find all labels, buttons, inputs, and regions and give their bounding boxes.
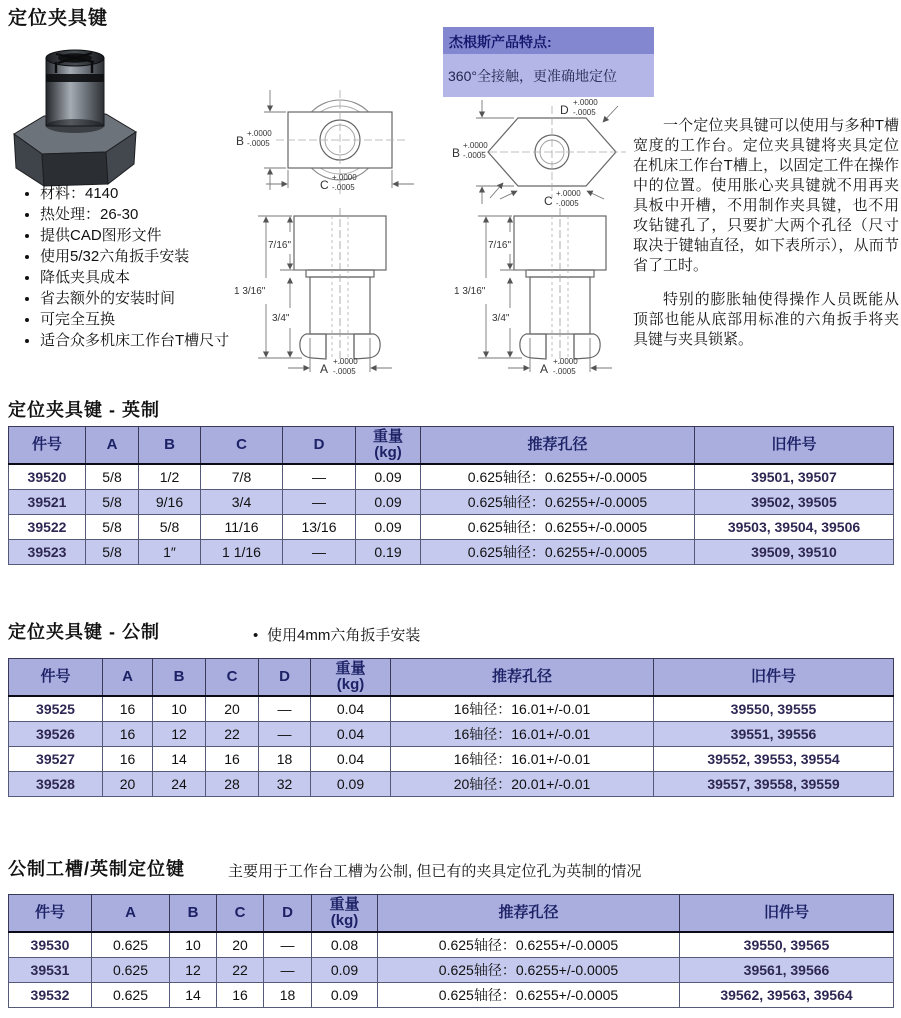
col-recommended-bore: 推荐孔径 xyxy=(378,895,680,933)
page-title: 定位夹具键 xyxy=(8,8,109,29)
col-d: D xyxy=(283,427,356,465)
dim-height-upper: 7/16" xyxy=(268,240,292,251)
table-cell: 0.625轴径：0.6255+/-0.0005 xyxy=(421,540,695,565)
tolerance-minus: -.0005 xyxy=(553,367,576,376)
hex-key-top-view xyxy=(452,98,626,208)
weight-label: 重量 xyxy=(372,428,403,445)
col-a: A xyxy=(86,427,139,465)
col-old-part-number: 旧件号 xyxy=(654,659,894,697)
table-row xyxy=(9,515,894,540)
table-cell: 16 xyxy=(103,696,153,722)
table-cell: 0.625轴径：0.6255+/-0.0005 xyxy=(421,515,695,540)
product-highlight-box xyxy=(443,27,654,97)
product-photo xyxy=(8,28,146,188)
table-cell: 0.625 xyxy=(92,932,170,958)
table-cell: 0.04 xyxy=(311,696,391,722)
table-row xyxy=(9,983,894,1008)
table-row xyxy=(9,696,894,722)
table-cell: 3/4 xyxy=(201,490,283,515)
col-weight xyxy=(312,895,378,933)
table-cell: 5/8 xyxy=(86,464,139,490)
weight-unit: (kg) xyxy=(330,912,359,929)
table-cell: 20 xyxy=(206,696,259,722)
dim-height-total: 1 3/16" xyxy=(454,286,486,297)
col-a: A xyxy=(103,659,153,697)
table-cell: 39550, 39555 xyxy=(654,696,894,722)
tolerance-minus: -.0005 xyxy=(247,139,270,148)
table-cell: 5/8 xyxy=(86,540,139,565)
dim-label-c: C xyxy=(544,194,553,208)
bullet-dot: • xyxy=(253,627,259,644)
table-cell: 5/8 xyxy=(86,490,139,515)
section-title-metric: 定位夹具键 - 公制 xyxy=(8,622,160,642)
col-part-number: 件号 xyxy=(9,427,86,465)
table-cell: 1/2 xyxy=(139,464,201,490)
round-key-top-view xyxy=(236,90,414,194)
table-row xyxy=(9,464,894,490)
table-cell: 0.625轴径：0.6255+/-0.0005 xyxy=(421,490,695,515)
table-cell: 20 xyxy=(103,772,153,797)
table-cell: 0.625轴径：0.6255+/-0.0005 xyxy=(421,464,695,490)
col-recommended-bore: 推荐孔径 xyxy=(421,427,695,465)
table-cell: 0.09 xyxy=(312,958,378,983)
table-row xyxy=(9,722,894,747)
table-cell: 39531 xyxy=(9,958,92,983)
collet-groove-ring xyxy=(46,74,104,82)
table-cell: 14 xyxy=(170,983,217,1008)
table-cell: 32 xyxy=(259,772,311,797)
table-row xyxy=(9,932,894,958)
bullet-item: • 适合众多机床工作台T槽尺寸 xyxy=(40,330,272,351)
table-row xyxy=(9,958,894,983)
tolerance-minus: -.0005 xyxy=(332,183,355,192)
table-cell: 16 xyxy=(217,983,264,1008)
tolerance-minus: -.0005 xyxy=(463,151,486,160)
table-cell: 0.625轴径：0.6255+/-0.0005 xyxy=(378,932,680,958)
table-cell: 11/16 xyxy=(201,515,283,540)
bullet-item: • 使用5/32六角扳手安装 xyxy=(40,246,272,267)
collet-base-shadow xyxy=(46,119,104,133)
table-cell: 22 xyxy=(206,722,259,747)
dim-label-c: C xyxy=(320,178,329,192)
inch-table-body xyxy=(9,464,894,565)
col-c: C xyxy=(217,895,264,933)
technical-drawing-round-key xyxy=(232,84,447,384)
table-cell: 1 1/16 xyxy=(201,540,283,565)
tolerance-plus: +.0000 xyxy=(463,141,488,150)
dim-label-a: A xyxy=(540,362,549,376)
col-c: C xyxy=(201,427,283,465)
dim-label-a: A xyxy=(320,362,329,376)
col-recommended-bore: 推荐孔径 xyxy=(391,659,654,697)
table-cell: 39530 xyxy=(9,932,92,958)
bullet-item: • 省去额外的安装时间 xyxy=(40,288,272,309)
tolerance-plus: +.0000 xyxy=(332,173,357,182)
table-cell: 16 xyxy=(103,747,153,772)
table-cell: 9/16 xyxy=(139,490,201,515)
table-cell: 0.08 xyxy=(312,932,378,958)
table-header-row xyxy=(9,659,894,697)
tolerance-plus: +.0000 xyxy=(556,189,581,198)
table-cell: 39520 xyxy=(9,464,86,490)
table-cell: 0.09 xyxy=(356,515,421,540)
table-cell: 39532 xyxy=(9,983,92,1008)
bullet-item: • 降低夹具成本 xyxy=(40,267,272,288)
col-b: B xyxy=(170,895,217,933)
col-d: D xyxy=(264,895,312,933)
table-row xyxy=(9,540,894,565)
col-part-number: 件号 xyxy=(9,659,103,697)
table-cell: 12 xyxy=(170,958,217,983)
bullet-item: • 可完全互换 xyxy=(40,309,272,330)
dim-label-b: B xyxy=(236,134,245,148)
description-paragraph-1: 一个定位夹具键可以使用与多种T槽宽度的工作台。定位夹具键将夹具定位在机床工作台T槽上，以固定工件在操作中的位置。使用胀心夹具键就不用再夹具板中开槽，不用制作夹具键，也不用攻钻键孔了，只要扩大两个孔径（尺寸取决于键轴直径，如下表所示），从而节省了工时。 xyxy=(633,117,899,274)
table-row xyxy=(9,490,894,515)
table-cell: 0.09 xyxy=(356,490,421,515)
inch-table xyxy=(8,426,894,565)
dim-label-b: B xyxy=(452,146,461,160)
table-cell: 0.04 xyxy=(311,747,391,772)
metric-slot-table-body xyxy=(9,932,894,1008)
table-cell: — xyxy=(283,464,356,490)
table-cell: 39528 xyxy=(9,772,103,797)
tolerance-plus: +.0000 xyxy=(553,357,578,366)
table-cell: 10 xyxy=(170,932,217,958)
col-weight xyxy=(311,659,391,697)
table-cell: 39552, 39553, 39554 xyxy=(654,747,894,772)
col-d: D xyxy=(259,659,311,697)
table-cell: 20 xyxy=(217,932,264,958)
base-front-face xyxy=(42,152,108,186)
highlight-header: 杰根斯产品特点: xyxy=(443,27,654,54)
table-cell: 12 xyxy=(153,722,206,747)
table-row xyxy=(9,772,894,797)
table-cell: 16 xyxy=(206,747,259,772)
table-cell: 0.625轴径：0.6255+/-0.0005 xyxy=(378,958,680,983)
hex-key-side-view xyxy=(454,208,612,376)
bullet-item: • 热处理：26-30 xyxy=(40,204,272,225)
table-cell: 39562, 39563, 39564 xyxy=(680,983,894,1008)
table-cell: 39501, 39507 xyxy=(695,464,894,490)
section-title-inch: 定位夹具键 - 英制 xyxy=(8,400,160,420)
table-cell: 39551, 39556 xyxy=(654,722,894,747)
table-cell: 0.09 xyxy=(311,772,391,797)
table-cell: 14 xyxy=(153,747,206,772)
description-paragraph-2: 特别的膨胀轴使得操作人员既能从顶部也能从底部用标准的六角扳手将夹具键与夹具锁紧。 xyxy=(633,291,899,348)
table-cell: 16轴径：16.01+/-0.01 xyxy=(391,696,654,722)
col-b: B xyxy=(139,427,201,465)
table-cell: 24 xyxy=(153,772,206,797)
table-cell: 5/8 xyxy=(139,515,201,540)
table-cell: — xyxy=(259,696,311,722)
table-cell: 18 xyxy=(264,983,312,1008)
col-c: C xyxy=(206,659,259,697)
metric-slot-inch-key-table xyxy=(8,894,894,1008)
table-cell: 16 xyxy=(103,722,153,747)
table-cell: 28 xyxy=(206,772,259,797)
table-cell: — xyxy=(283,490,356,515)
table-cell: 39521 xyxy=(9,490,86,515)
section-title-metric-slot-inch-key: 公制工槽/英制定位键 xyxy=(8,859,186,879)
tolerance-minus: -.0005 xyxy=(556,199,579,208)
table-cell: — xyxy=(264,958,312,983)
table-cell: 0.19 xyxy=(356,540,421,565)
col-old-part-number: 旧件号 xyxy=(695,427,894,465)
table-header-row xyxy=(9,427,894,465)
metric-table xyxy=(8,658,894,797)
dim-height-lower: 3/4" xyxy=(272,313,290,324)
metric-slot-note: 主要用于工作台工槽为公制, 但已有的夹具定位孔为英制的情况 xyxy=(228,863,642,880)
table-cell: 0.04 xyxy=(311,722,391,747)
table-cell: 39525 xyxy=(9,696,103,722)
metric-table-body xyxy=(9,696,894,797)
col-a: A xyxy=(92,895,170,933)
dim-height-lower: 3/4" xyxy=(492,313,510,324)
table-cell: — xyxy=(283,540,356,565)
table-cell: 0.625轴径：0.6255+/-0.0005 xyxy=(378,983,680,1008)
table-cell: 39550, 39565 xyxy=(680,932,894,958)
metric-note-text: 使用4mm六角扳手安装 xyxy=(267,627,421,644)
weight-unit: (kg) xyxy=(336,676,365,693)
table-cell: 0.09 xyxy=(312,983,378,1008)
table-cell: 39522 xyxy=(9,515,86,540)
table-cell: 1″ xyxy=(139,540,201,565)
table-cell: 7/8 xyxy=(201,464,283,490)
table-cell: 5/8 xyxy=(86,515,139,540)
table-cell: 16轴径：16.01+/-0.01 xyxy=(391,747,654,772)
tolerance-minus: -.0005 xyxy=(333,367,356,376)
tolerance-plus: +.0000 xyxy=(247,129,272,138)
tolerance-minus: -.0005 xyxy=(573,108,596,117)
table-cell: 39561, 39566 xyxy=(680,958,894,983)
dim-label-d: D xyxy=(560,103,569,117)
tolerance-plus: +.0000 xyxy=(333,357,358,366)
table-cell: 13/16 xyxy=(283,515,356,540)
metric-note xyxy=(253,624,420,645)
col-old-part-number: 旧件号 xyxy=(680,895,894,933)
weight-label: 重量 xyxy=(335,660,366,677)
table-cell: 0.625 xyxy=(92,983,170,1008)
dim-height-total: 1 3/16" xyxy=(234,286,266,297)
round-key-side-view xyxy=(234,208,392,376)
table-row xyxy=(9,747,894,772)
table-cell: 0.09 xyxy=(356,464,421,490)
table-cell: 16轴径：16.01+/-0.01 xyxy=(391,722,654,747)
table-cell: 0.625 xyxy=(92,958,170,983)
col-weight xyxy=(356,427,421,465)
table-cell: 18 xyxy=(259,747,311,772)
table-cell: 39509, 39510 xyxy=(695,540,894,565)
table-cell: — xyxy=(264,932,312,958)
tolerance-plus: +.0000 xyxy=(573,98,598,107)
bullet-item: • 材料：4140 xyxy=(40,183,272,204)
col-b: B xyxy=(153,659,206,697)
table-cell: 39523 xyxy=(9,540,86,565)
collet-body xyxy=(46,58,104,126)
weight-label: 重量 xyxy=(329,896,360,913)
table-cell: 39527 xyxy=(9,747,103,772)
table-cell: 20轴径：20.01+/-0.01 xyxy=(391,772,654,797)
col-part-number: 件号 xyxy=(9,895,92,933)
dim-height-upper: 7/16" xyxy=(488,240,512,251)
table-cell: 39557, 39558, 39559 xyxy=(654,772,894,797)
table-header-row xyxy=(9,895,894,933)
weight-unit: (kg) xyxy=(374,444,402,461)
table-cell: — xyxy=(259,722,311,747)
highlight-body: 360°全接触，更准确地定位 xyxy=(443,54,654,97)
bullet-item: • 提供CAD图形文件 xyxy=(40,225,272,246)
table-cell: 10 xyxy=(153,696,206,722)
table-cell: 39503, 39504, 39506 xyxy=(695,515,894,540)
table-cell: 39502, 39505 xyxy=(695,490,894,515)
table-cell: 22 xyxy=(217,958,264,983)
table-cell: 39526 xyxy=(9,722,103,747)
description-text xyxy=(633,116,899,364)
